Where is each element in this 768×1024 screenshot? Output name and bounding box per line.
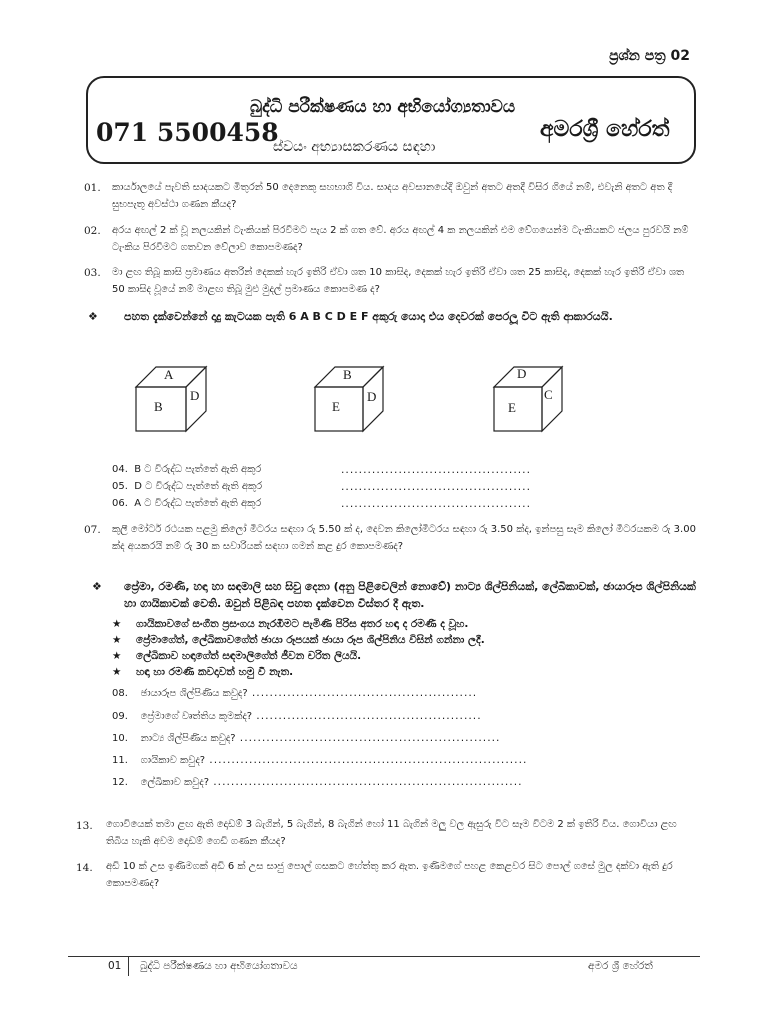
answer-line: ........................................... bbox=[340, 500, 530, 510]
question-number: 03. bbox=[84, 267, 101, 279]
question-number: 12. bbox=[112, 777, 128, 788]
cube-face-top: B bbox=[343, 367, 352, 382]
answer-line: ........................................... bbox=[340, 466, 530, 476]
question-text: ගොවියෙක් තමා ළඟ ඇති දොඩම් 3 බැගින්, 5 බැගින්, 8 බැගින් හෝ 11 බැගින් මලු වල ඇසුරු විට සෑම විටම 2 ක් ඉතිරි විය. ගොවියා ළඟ තිබිය හැකි අවම දොඩම් ගෙඩි ගණන කීයද? bbox=[106, 819, 677, 847]
question-text: මා ළඟ තිබූ කාසි ප්‍රමාණය අතරින් දෙකක් හැර ඉතිරි ඒවා ශත 10 කාසිද, දෙකක් හැර ඉතිරි ඒවා ශත 25 කාසිද, දෙකක් හැර ඉතිරි ඒවා ශත 50 කාසිද වූයේ නම් මාළඟ තිබූ මුළු මුදල් ප්‍රමාණය කොපමණ ද? bbox=[112, 267, 685, 295]
question-text: D ට විරුද්ධ පැත්තේ ඇති අකුර bbox=[134, 481, 263, 492]
star-bullet-icon: ★ bbox=[112, 666, 122, 678]
logic-intro: ප්‍රේමා, රමණි, හඳා හා සඳමාලි සහ සිවු දෙනා (අනු පිළිවෙලින් නොවේ) නාට්‍ය ශිල්පිනියක්, ලේඛිකාවක්, ඡායාරූප ශිල්පිනියක් හා ගායිකාවක් වෙති. ඔවුන් පිළිබඳ පහත දැක්වෙන විස්තර දී ඇත. bbox=[124, 580, 696, 610]
header-subtitle: ස්වයං අභ්‍යාසකරණය සඳහා bbox=[273, 139, 436, 155]
cube-face-right: D bbox=[367, 389, 377, 404]
header-author: අමරශ්‍රී හේරත් bbox=[540, 117, 670, 142]
question-text: ලේඛිකාව කවුද? bbox=[140, 777, 210, 788]
footer-title: බුද්ධි පරීක්ෂණය හා අභියෝගතාවය bbox=[140, 960, 298, 972]
cube-intro: පහත දැක්වෙන්නේ දාදු කැටයක පැති 6 A B C D E F අකුරු යොදා එය දෙවරක් පෙරලූ විට ඇති ආකාරයයි. bbox=[124, 310, 613, 323]
footer-page-number: 01 bbox=[108, 960, 122, 972]
cube-face-front: E bbox=[508, 400, 516, 415]
question-number: 01. bbox=[84, 182, 101, 194]
answer-line: ........................................... bbox=[340, 483, 530, 493]
question-number: 11. bbox=[112, 755, 128, 766]
diamond-bullet-icon: ❖ bbox=[92, 580, 102, 593]
cube-face-top: A bbox=[164, 367, 174, 382]
sub-question bbox=[112, 711, 481, 722]
question-text: ගායිකාව කවුද? bbox=[140, 755, 206, 766]
logic-fact: ප්‍රේමාගේත්, ලේඛිකාවගේත් ඡායා රූපයක් ඡායා රූප ශිල්පිනිය විසින් ගන්නා ලදී. bbox=[136, 634, 485, 646]
question-number: 08. bbox=[112, 688, 128, 699]
paper-number: ප්‍රශ්න පත්‍ර 02 bbox=[609, 48, 690, 64]
question-text: A ට විරුද්ධ පැත්තේ ඇති අකුර bbox=[134, 498, 262, 509]
diamond-bullet-icon: ❖ bbox=[88, 310, 98, 323]
sub-question bbox=[112, 733, 499, 744]
cube-face-front: B bbox=[154, 399, 163, 414]
star-bullet-icon: ★ bbox=[112, 634, 122, 646]
question-text: කුලී මෝටර් රථයක පළමු කිලෝ මීටරය සඳහා රු 5.50 ක් ද, දෙවන කිලෝමීටරය සඳහා රු 3.50 ක්ද, ඉන්පසු සෑම කිලෝ මීටරයකම රු 3.00 ක්ද අයකරයි නම් රු 30 ක සවාරියක් සඳහා ගමන් කළ දුර කොපමණද? bbox=[112, 524, 696, 552]
sub-question bbox=[112, 481, 262, 492]
sub-question bbox=[112, 464, 261, 475]
question-number: 14. bbox=[76, 862, 93, 874]
question-text: කාර්යාලයේ පැවති සාදයකට මිතුරන් 50 දෙනෙකු සහභාගි විය. සාදය අවසානයේදී ඔවුන් අතට අතදී විසිර ගියේ නම්, එවැනි අතට අත දී සුභපැතූ අවස්ථා ගණන කීයද? bbox=[112, 182, 673, 210]
footer-author: අමර ශ්‍රී හේරත් bbox=[588, 960, 653, 972]
question-text: නාට්‍ය ශිල්පිණිය කවුද? bbox=[140, 733, 236, 744]
sub-question bbox=[112, 498, 261, 509]
star-bullet-icon: ★ bbox=[112, 650, 122, 662]
sub-question bbox=[112, 755, 526, 766]
answer-line: ................................................... bbox=[255, 712, 481, 722]
star-bullet-icon: ★ bbox=[112, 618, 122, 630]
header-title: බුද්ධි පරීක්ෂණය හා අභියෝග්‍යතාවය bbox=[250, 97, 516, 117]
question-number: 02. bbox=[84, 225, 101, 237]
cube-face-front: E bbox=[332, 399, 340, 414]
question-text: ප්‍රේමාගේ වෘත්තිය කුමක්ද? bbox=[140, 711, 253, 722]
cube-face-right: C bbox=[544, 387, 553, 402]
cube-face-top: D bbox=[517, 366, 527, 381]
answer-line: ........................................................................ bbox=[208, 756, 527, 766]
answer-line: ...................................................................... bbox=[212, 778, 522, 788]
question-text: අරය අඟල් 2 ක් වූ නලයකින් ටැංකියක් පිරවීමට පැය 2 ක් ගත වේ. අරය අඟල් 4 ක නලයකින් එම වේගයෙන්ම ටැංකියකට ජලය පුරවයි නම් ටැංකිය පිරවීමට ගතවන වේලාව කොපමණද? bbox=[112, 225, 689, 253]
question-number: 06. bbox=[112, 498, 128, 509]
sub-question bbox=[112, 688, 476, 699]
footer-separator bbox=[128, 956, 129, 976]
question-text: අඩි 10 ක් උස ඉණිමගක් අඩි 6 ක් උස සාජු පොල් ගසකට හේත්තු කර ඇත. ඉණිමගේ පහළ කෙළවර සිට පොල් ගසේ මුල දක්වා ඇති දුර කොපමණද? bbox=[106, 861, 673, 889]
question-text: ඡායාරූප ශිල්පිණිය කවුද? bbox=[140, 688, 248, 699]
logic-fact: ගායිකාවගේ සංගීත ප්‍රසංගය නැරඹීමට පැමිණි පිරිස අතර හඳා ද රමණී ද වූහ. bbox=[136, 618, 469, 630]
question-number: 04. bbox=[112, 464, 128, 475]
question-text: B ට විරුද්ධ පැත්තේ ඇති අකුර bbox=[134, 464, 262, 475]
question-number: 07. bbox=[84, 524, 101, 536]
answer-line: ................................................... bbox=[250, 689, 477, 699]
question-number: 09. bbox=[112, 711, 128, 722]
question-number: 13. bbox=[76, 820, 93, 832]
cube-diagrams bbox=[0, 0, 768, 460]
sub-question bbox=[112, 777, 522, 788]
question-number: 10. bbox=[112, 733, 128, 744]
answer-line: ........................................................... bbox=[238, 734, 500, 744]
logic-fact: හඳා හා රමණි කවදාවත් හමු වී නැත. bbox=[136, 666, 294, 678]
header-phone: 071 5500458 bbox=[96, 118, 279, 147]
cube-face-right: D bbox=[190, 388, 200, 403]
footer-divider bbox=[68, 956, 700, 957]
question-number: 05. bbox=[112, 481, 128, 492]
logic-fact: ලේඛිකාව හඳාගේත් සඳමාලිගේත් ජීවන චරිත ලියයි. bbox=[136, 650, 362, 662]
